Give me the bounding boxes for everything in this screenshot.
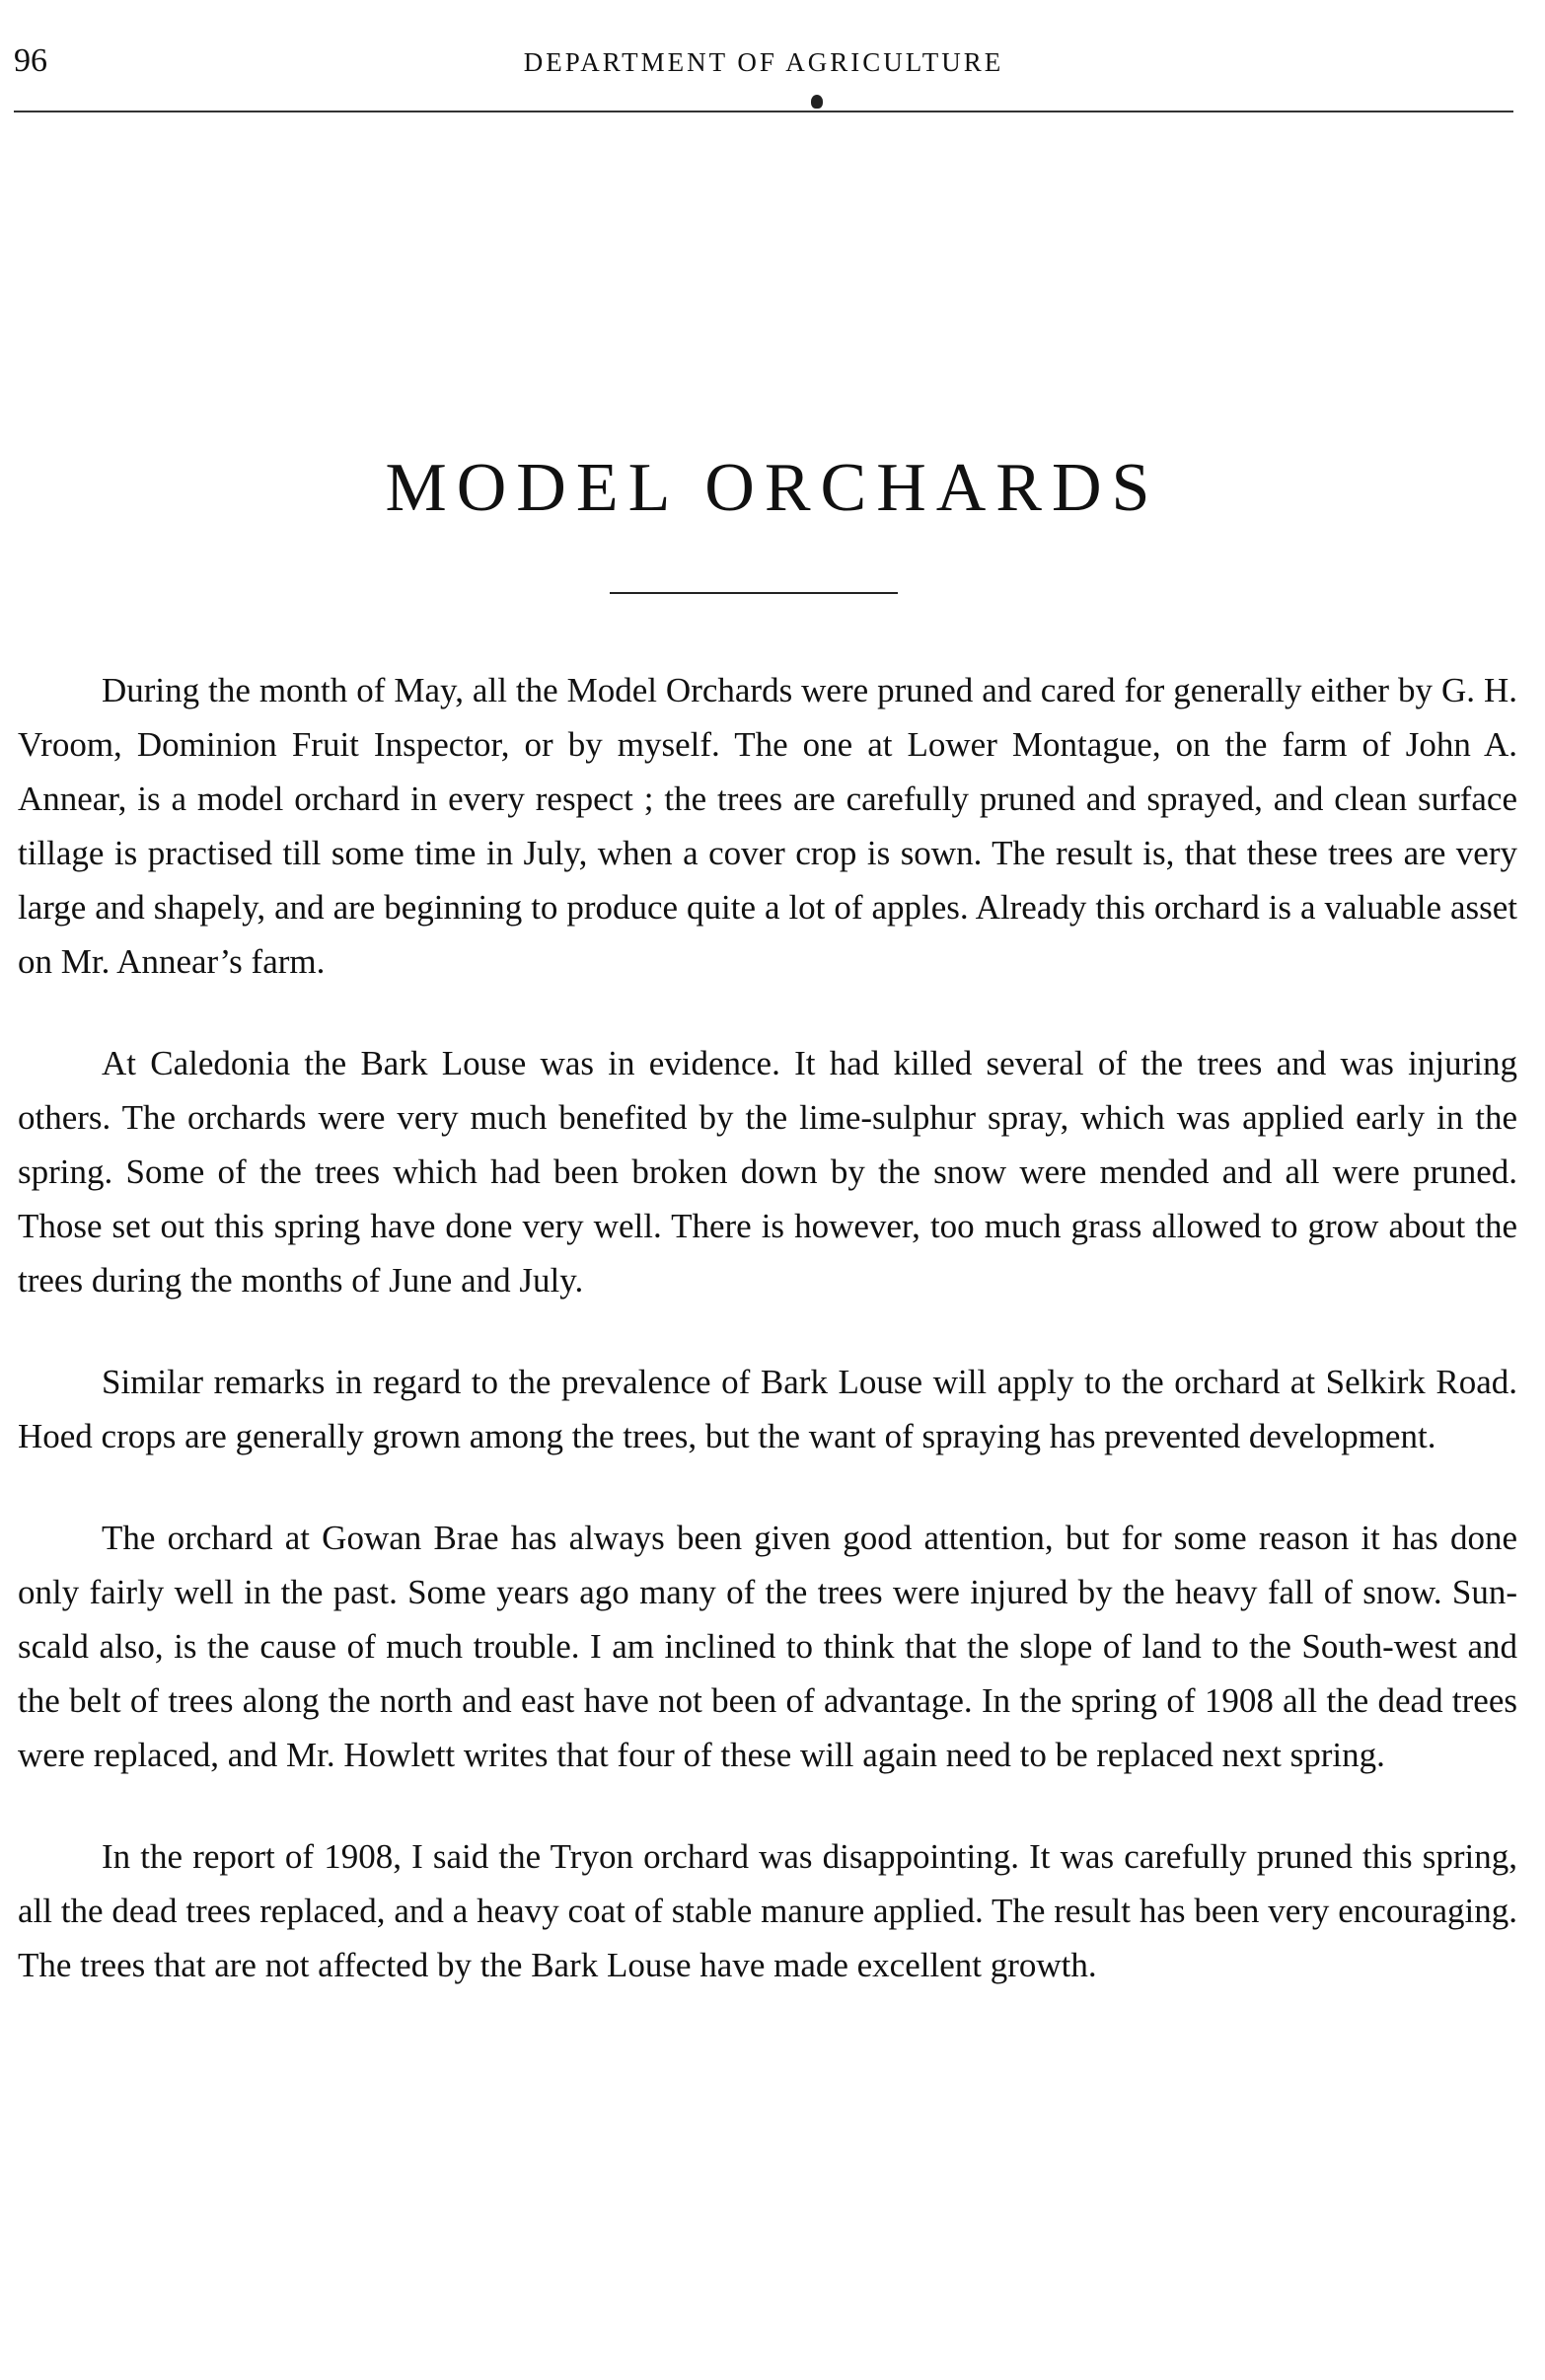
page-number: 96: [14, 42, 47, 79]
running-header: [14, 41, 1513, 83]
paragraph-tryon: In the report of 1908, I said the Tryon orchard was disappointing. It was carefully pruned this spring, all the dead trees replaced, and a heavy coat of stable manure applied. The result has been very encouraging. The trees that are not affected by the Bark Louse have made excellent growth.: [18, 1837, 1517, 1984]
paragraph-gowan-brae: The orchard at Gowan Brae has always been given good attention, but for some reason it has done only fairly well in the past. Some years ago many of the trees were injured by the heavy fall of snow. Sun-scald also, is the cause of much trouble. I am inclined to think that the slope of land to the South-west and the belt of trees along the north and east have not been of advantage. In the spring of 1908 all the dead trees were replaced, and Mr. Howlett writes that four of these will again need to be replaced next spring.: [18, 1519, 1517, 1774]
title-rule: [610, 592, 898, 594]
paragraph-caledonia: At Caledonia the Bark Louse was in evidence. It had killed several of the trees and was injuring others. The orchards were very much benefited by the lime-sulphur spray, which was applied early in the spring. Some of the trees which had been broken down by the snow were mended and all were pruned. Those set out this spring have done very well. There is however, too much grass allowed to grow about the trees during the months of June and July.: [18, 1044, 1517, 1300]
body-text: [18, 663, 1517, 2040]
header-rule: [14, 111, 1513, 112]
running-title: DEPARTMENT OF AGRICULTURE: [523, 47, 1004, 77]
page-title: MODEL ORCHARDS: [385, 450, 1160, 526]
paragraph-lower-montague: During the month of May, all the Model Orchards were pruned and cared for generally either by G. H. Vroom, Dominion Fruit Inspector, or by myself. The one at Lower Montague, on the farm of John A. Annear, is a model orchard in every respect ; the trees are carefully pruned and sprayed, and clean surface tillage is practised till some time in July, when a cover crop is sown. The result is, that these trees are very large and shapely, and are beginning to produce quite a lot of apples. Already this orchard is a valuable asset on Mr. Annear’s farm.: [18, 671, 1517, 981]
header-ornament: [811, 95, 823, 109]
paragraph-selkirk-road: Similar remarks in regard to the prevalence of Bark Louse will apply to the orchard at Selkirk Road. Hoed crops are generally grown among the trees, but the want of spraying has prevented development.: [18, 1363, 1517, 1455]
